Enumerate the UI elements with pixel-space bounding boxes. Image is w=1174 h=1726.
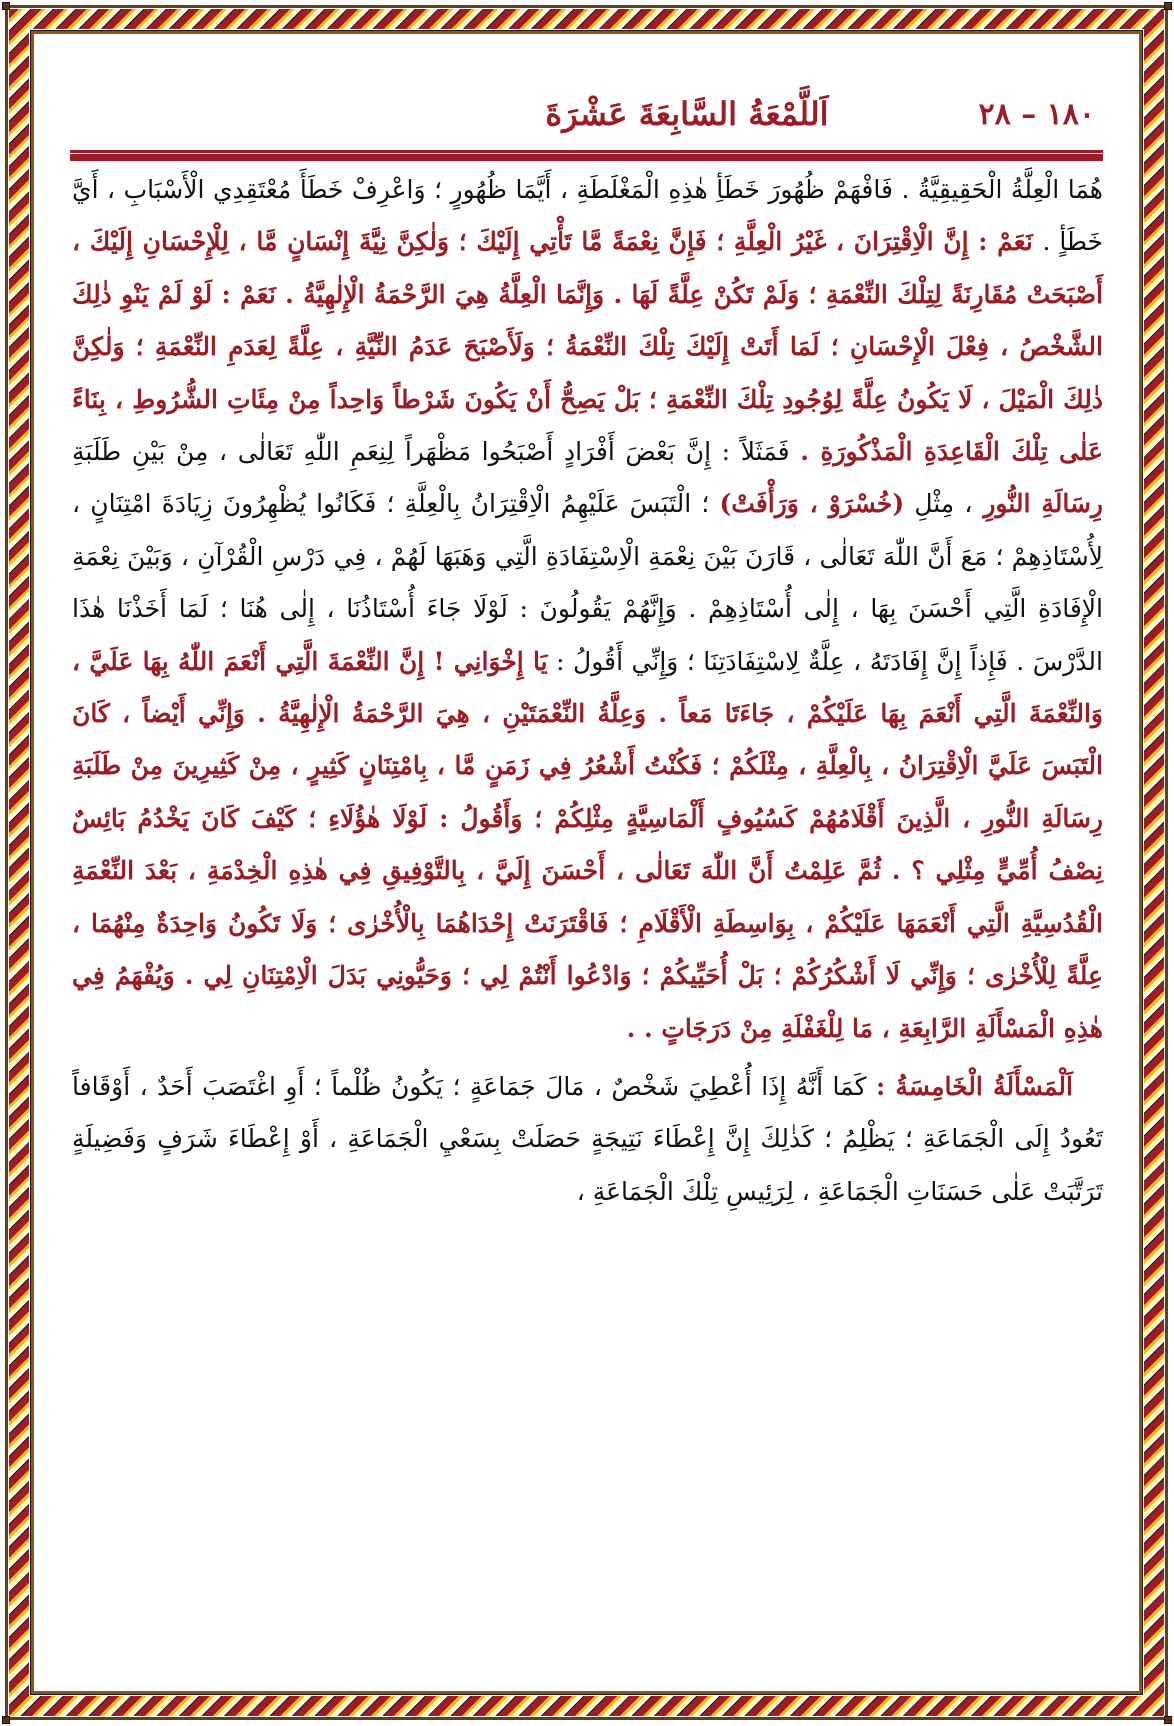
corner-ornament-bottom-right	[1164, 1716, 1172, 1724]
section-heading-fifth-issue: اَلْمَسْأَلَةُ الْخَامِسَةُ :	[875, 1071, 1073, 1101]
page-number: ١٨٠ – ٢٨	[978, 96, 1095, 132]
page	[36, 36, 1137, 1689]
corner-ornament-top-left	[2, 2, 10, 10]
header-rule-thick	[70, 154, 1103, 161]
highlighted-text-run: (خُسْرَوْ ، وَرَأْفَتْ)	[719, 489, 905, 519]
body-text	[72, 164, 1103, 1218]
paragraph-2	[72, 1061, 1103, 1218]
text-run: فَمَثَلاً : إِنَّ بَعْضَ أَفْرَادٍ أَصْبَحُوا مَظْهَراً لِنِعَمِ اللّٰهِ تَعَالٰى ، مِنْ بَيْنِ طَلَبَةِ	[72, 437, 801, 467]
highlighted-text-run: رِسَالَةِ النُّورِ	[972, 489, 1103, 519]
highlighted-text-run: نَعَمْ : إِنَّ الْاِقْتِرَانَ ، غَيْرُ الْعِلَّةِ ؛ فَإِنَّ نِعْمَةً مَّا تَأْتِي إِلَيْكَ ؛ وَلٰكِنَّ نِيَّةَ إِنْسَانٍ مَّا ، لِلْإِحْسَانِ إِلَيْكَ ، أَصْبَحَتْ مُقَارِنَةً لِتِلْكَ النِّعْمَةِ ؛ وَلَمْ تَكُنْ عِلَّةً لَهَا . وَإِنَّمَا الْعِلَّةُ هِيَ الرَّحْمَةُ الْإِلٰهِيَّةُ . نَعَمْ : لَوْ لَمْ يَنْوِ ذٰلِكَ الشَّخْصُ ، فِعْلَ الْإِحْسَانِ ؛ لَمَا أَتَتْ إِلَيْكَ تِلْكَ النِّعْمَةُ ؛ وَلَأَصْبَحَ عَدَمُ النِّيَّةِ ، عِلَّةً لِعَدَمِ النِّعْمَةِ ؛ وَلٰكِنَّ ذٰلِكَ الْمَيْلَ ، لَا يَكُونُ عِلَّةً لِوُجُودِ تِلْكَ النِّعْمَةِ ؛ بَلْ يَصِحُّ أَنْ يَكُونَ شَرْطاً وَاحِداً مِنْ مِئَاتِ الشُّرُوطِ ، بِنَاءً عَلٰى تِلْكَ الْقَاعِدَةِ الْمَذْكُورَةِ .	[72, 227, 1103, 467]
section-title: اَللَّمْعَةُ السَّابِعَةَ عَشْرَةَ	[545, 95, 829, 133]
paragraph-1	[72, 164, 1103, 1055]
corner-ornament-top-right	[1164, 2, 1172, 10]
page-header	[70, 84, 1103, 144]
corner-ornament-bottom-left	[2, 1716, 10, 1724]
text-run: ؛ الْتَبَسَ عَلَيْهِمُ الْاِقْتِرَانُ بِالْعِلَّةِ ؛ فَكَانُوا يُظْهِرُونَ زِيَادَةَ امْتِنَانٍ ، لِأُسْتَاذِهِمْ ؛ مَعَ أَنَّ اللّٰهَ تَعَالٰى ، قَارَنَ بَيْنَ نِعْمَةِ الْاِسْتِفَادَةِ الَّتِي وَهَبَهَا لَهُمْ ، فِي دَرْسِ الْقُرْآنِ ، وَبَيْنَ نِعْمَةِ الْإِفَادَةِ الَّتِي أَحْسَنَ بِهَا ، إِلٰى أُسْتَاذِهِمْ . وَإِنَّهُمْ يَقُولُونَ : لَوْلَا جَاءَ أُسْتَاذُنَا ، إِلٰى هُنَا ؛ لَمَا أَخَذْنَا هٰذَا الدَّرْسَ . فَإِذاً إِنَّ إِفَادَتَهُ ، عِلَّةٌ لِاسْتِفَادَتِنَا ؛ وَإِنِّي أَقُولُ :	[72, 489, 1103, 676]
text-run: كَمَا أَنَّهُ إِذَا أُعْطِيَ شَخْصٌ ، مَالَ جَمَاعَةٍ ؛ يَكُونُ ظُلْماً ؛ أَوِ اغْتَصَبَ أَحَدٌ ، أَوْقَافاً تَعُودُ إِلَى الْجَمَاعَةِ ؛ يَظْلِمُ ؛ كَذٰلِكَ إِنَّ إِعْطَاءَ نَتِيجَةٍ حَصَلَتْ بِسَعْيِ الْجَمَاعَةِ ، أَوْ إِعْطَاءَ شَرَفٍ وَفَضِيلَةٍ تَرَتَّبَتْ عَلٰى حَسَنَاتِ الْجَمَاعَةِ ، لِرَئِيسِ تِلْكَ الْجَمَاعَةِ ،	[72, 1071, 1103, 1206]
text-run: ، مِثْلِ	[904, 489, 973, 519]
header-rule-thin	[70, 150, 1103, 153]
highlighted-text-run: يَا إِخْوَانِي ! إِنَّ النِّعْمَةَ الَّتِي أَنْعَمَ اللّٰهُ بِهَا عَلَيَّ ، وَالنِّعْمَةَ الَّتِي أَنْعَمَ بِهَا عَلَيْكُمْ ، جَاءَتَا مَعاً . وَعِلَّةُ النِّعْمَتَيْنِ ، هِيَ الرَّحْمَةُ الْإِلٰهِيَّةُ . وَإِنِّي أَيْضاً ، كَانَ الْتَبَسَ عَلَيَّ الْاِقْتِرَانُ ، بِالْعِلَّةِ ، مِثْلَكُمْ ؛ فَكُنْتُ أَشْعُرُ فِي زَمَنٍ مَّا ، بِامْتِنَانٍ كَثِيرٍ ، مِنْ كَثِيرِينَ مِنْ طَلَبَةِ رِسَالَةِ النُّورِ ، الَّذِينَ أَقْلَامُهُمْ كَسُيُوفٍ أَلْمَاسِيَّةٍ مِثْلِكُمْ ؛ وَأَقُولُ : لَوْلَا هٰؤُلَاءِ ؛ كَيْفَ كَانَ يَخْدُمُ بَائِسٌ نِصْفُ أُمِّيٍّ مِثْلِي ؟ . ثُمَّ عَلِمْتُ أَنَّ اللّٰهَ تَعَالٰى ، أَحْسَنَ إِلَيَّ ، بِالتَّوْفِيقِ فِي هٰذِهِ الْخِدْمَةِ ، بَعْدَ النِّعْمَةِ الْقُدُسِيَّةِ الَّتِي أَنْعَمَهَا عَلَيْكُمْ ، بِوَاسِطَةِ الْأَقْلَامِ ؛ فَاقْتَرَنَتْ إِحْدَاهُمَا بِالْأُخْرٰى ؛ وَلَا تَكُونُ وَاحِدَةٌ مِنْهُمَا ، عِلَّةً لِلْأُخْرٰى ؛ وَإِنِّي لَا أَشْكُرُكُمْ ؛ بَلْ أُحَيِّيكُمْ ؛ وَادْعُوا أَنْتُمْ لِي ؛ وَحَيُّونِي بَدَلَ الْاِمْتِنَانِ لِي . وَيُفْهَمُ فِي هٰذِهِ الْمَسْأَلَةِ الرَّابِعَةِ ، مَا لِلْغَفْلَةِ مِنْ دَرَجَاتٍ . .	[72, 646, 1103, 1043]
text-run: هُمَا الْعِلَّةُ الْحَقِيقِيَّةُ . فَافْهَمْ ظُهُورَ خَطَأِ هٰذِهِ الْمَغْلَطَةِ ، أَيَّمَا ظُهُورٍ ؛ وَاعْرِفْ خَطَأَ مُعْتَقِدِي الْأَسْبَابِ ، أَيَّ خَطَأٍ .	[72, 175, 1103, 257]
